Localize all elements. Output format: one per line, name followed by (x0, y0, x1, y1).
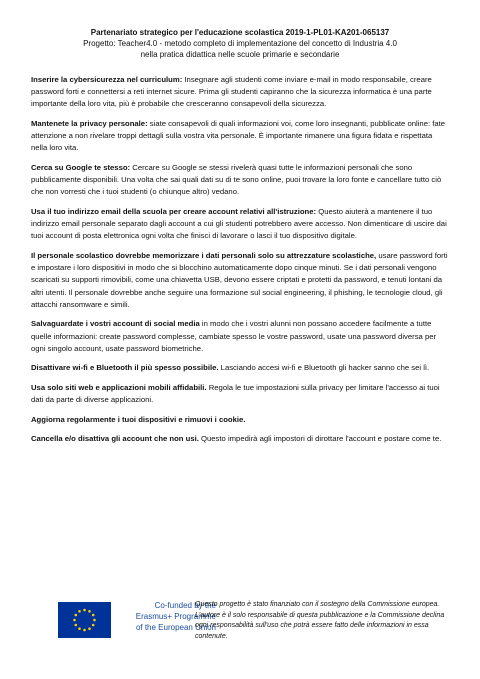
eu-flag-logo (58, 602, 111, 638)
paragraph-heading: Salvaguardate i vostri account di social media (31, 319, 200, 329)
paragraph-text: Regola le tue impostazioni sulla privacy per limitare l'accesso ai tuoi dati da parte di diverse applicazioni. (31, 383, 440, 405)
paragraph-text: in modo che i vostri alunni non possano accedere facilmente a tutte quelle informazioni: create password complesse, cambiate spesso le vostre password, usate una password diversa per ogni singolo account, usate password biometriche. (31, 319, 437, 353)
eu-text-line: of the European Union (135, 623, 216, 632)
header-title: Partenariato strategico per l'educazione scolastica 2019-1-PL01-KA201-065137 (90, 28, 390, 37)
paragraph-heading: Disattivare wi-fi e Bluetooth il più spesso possibile. (31, 363, 219, 373)
document-body (31, 74, 450, 453)
paragraph-heading: Aggiorna regolarmente i tuoi dispositivi e rimuovi i cookie. (31, 414, 246, 424)
paragraph (31, 162, 450, 199)
paragraph (31, 206, 450, 243)
paragraph-text: Lasciando accesi wi-fi e Bluetooth gli hacker sanno che sei lì. (218, 363, 430, 373)
paragraph-heading: Cerca su Google te stesso: (31, 163, 131, 172)
paragraph-text: siate consapevoli di quali informazioni voi, come loro insegnanti, pubblicate online: fate attenzione a non rivelare troppi dettagli sulla vostra vita personale. È importante rimanere una figura fidata e rispettata nella loro vita. (31, 119, 446, 153)
paragraph-text: Insegnare agli studenti come inviare e-mail in modo responsabile, creare password forti e connettersi a reti internet sicure. Prima gli studenti capiranno che la sicurezza informatica è una parte importante della loro vita, più è probabile che cresceranno consapevoli della sicurezza. (31, 75, 432, 109)
paragraph (31, 250, 450, 311)
paragraph (31, 118, 450, 155)
eu-text-line: Erasmus+ Programme (135, 612, 216, 621)
eu-disclaimer: Questo progetto è stato finanziato con il sostegno della Commissione europea. L'autore è il solo responsabile di questa pubblicazione e la Commissione declina ogni responsabilità sull'uso che potrà essere fatto delle informazioni in essa contenute. (195, 601, 445, 640)
document-header (30, 27, 450, 60)
paragraph-text: Questo impedirà agli impostori di dirottare l'account e postare come te. (198, 434, 442, 444)
paragraph-heading: Usa solo siti web e applicazioni mobili affidabili. (31, 383, 207, 392)
header-project-line: Progetto: Teacher4.0 - metodo completo di implementazione del concetto di Industria 4.0 (83, 39, 397, 48)
eu-stars-icon (58, 602, 111, 638)
paragraph-text: usare password forti e impostare i loro dispositivi in modo che si blocchino automaticamente dopo cinque minuti. Se i dati personali vengono scaricati su supporti rimovibili, come una chiavetta USB, devono essere criptati e protetti da password, e tenuti lontani da altri utenti. Il personale dovrebbe anche seguire una formazione sul social engineering, il phishing, le tecnologie cloud, gli attacchi ransomware e simili. (31, 251, 448, 309)
paragraph-heading: Inserire la cybersicurezza nel curriculum: (31, 75, 183, 84)
paragraph (31, 318, 450, 355)
paragraph-text: Questo aiuterà a mantenere il tuo indirizzo email personale separato dagli account a cui gli studenti potrebbero avere accesso. Non dimenticare di uscire dai tuoi account di posta elettronica ogni volta che finisci di lavorare o lasci il tuo dispositivo digitale. (31, 207, 447, 241)
eu-text-line: Co-funded by the (154, 601, 216, 610)
paragraph-text: Cercare su Google se stessi rivelerà quasi tutte le informazioni personali che sono pubblicamente disponibili. Una volta che sai quali dati su di te sono online, puoi trovare la loro fonte e cancellare tutto ciò che non vorresti che i tuoi studenti (o chiunque altro) vedano. (31, 163, 442, 197)
paragraph-heading: Il personale scolastico dovrebbe memorizzare i dati personali solo su attrezzature scolastiche, (31, 251, 377, 260)
paragraph (31, 382, 450, 406)
paragraph-heading: Mantenete la privacy personale: (31, 119, 148, 128)
paragraph (31, 414, 450, 426)
document-footer (58, 600, 460, 660)
paragraph (31, 433, 450, 445)
paragraph (31, 74, 450, 111)
header-subtitle-line: nella pratica didattica nelle scuole primarie e secondarie (140, 50, 340, 59)
paragraph-heading: Usa il tuo indirizzo email della scuola per creare account relativi all'istruzione: (31, 207, 317, 216)
paragraph-heading: Cancella e/o disattiva gli account che non usi. (31, 434, 199, 444)
paragraph (31, 362, 450, 374)
